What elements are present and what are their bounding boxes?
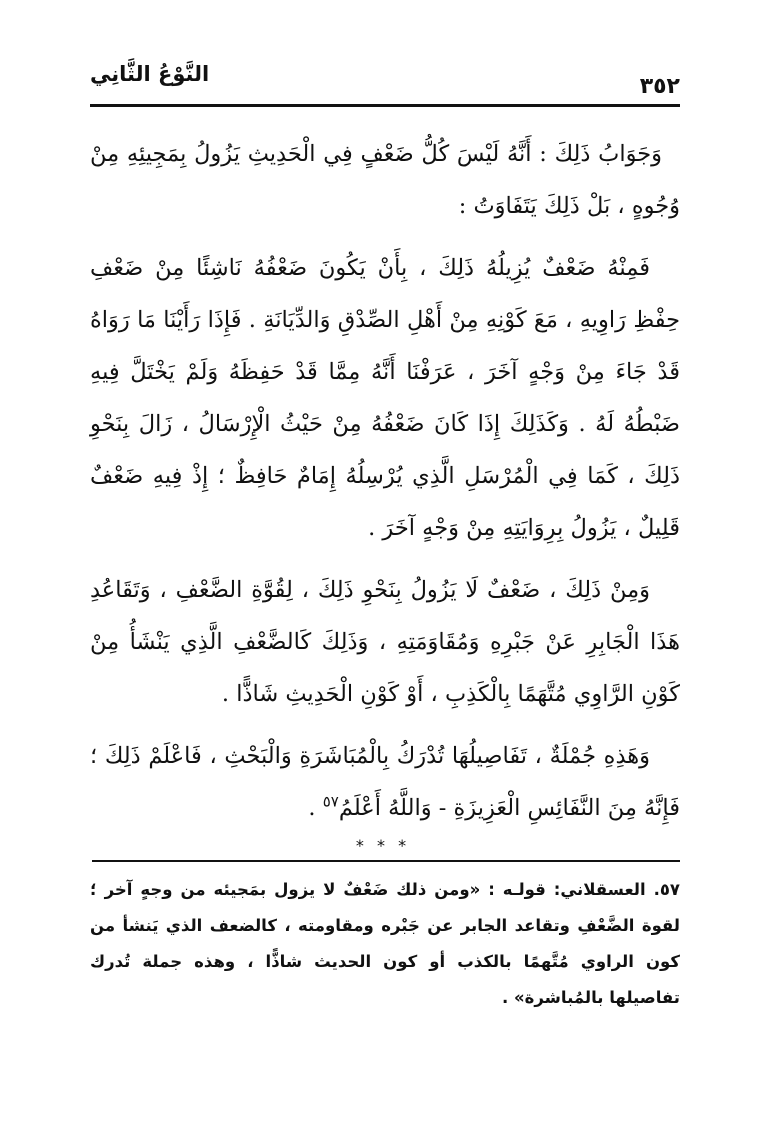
footnote-reference: ٥٧ xyxy=(322,792,339,811)
paragraph-last xyxy=(90,730,680,834)
page-number: ٣٥٢ xyxy=(639,74,680,99)
footnote-text: «ومن ذلك ضَعْفٌ لا يزول بمَجيئه من وجهٍ آخر ؛ لقوة الضَّعْفِ وتقاعد الجابر عن جَبْره ومقاومته ، كالضعف الذي يَنشأ من كون الراوي مُتَّهمًا بالكذب أو كون الحديث شاذًّا ، وهذه جملة تُدرك تفاصيلها بالمُباشرة» . xyxy=(90,880,680,1007)
footnote-divider xyxy=(92,860,680,862)
closing-period: . xyxy=(308,795,323,821)
footnotes xyxy=(90,872,680,1016)
main-text xyxy=(90,128,680,844)
running-title: النَّوْعُ الثَّانِي xyxy=(90,62,210,86)
paragraph: وَجَوَابُ ذَلِكَ : أَنَّهُ لَيْسَ كُلُّ ضَعْفٍ فِي الْحَدِيثِ يَزُولُ بِمَجِيئِهِ مِنْ وُجُوهٍ ، بَلْ ذَلِكَ يَتَفَاوَتُ : xyxy=(90,141,680,219)
footnote-item xyxy=(90,872,680,1016)
paragraph: وَمِنْ ذَلِكَ ، ضَعْفٌ لَا يَزُولُ بِنَحْوِ ذَلِكَ ، لِقُوَّةِ الضَّعْفِ ، وَتَقَاعُدِ هَذَا الْجَابِرِ عَنْ جَبْرِهِ وَمُقَاوَمَتِهِ ، وَذَلِكَ كَالضَّعْفِ الَّذِي يَنْشَأُ مِنْ كَوْنِ الرَّاوِي مُتَّهَمًا بِالْكَذِبِ ، أَوْ كَوْنِ الْحَدِيثِ شَاذًّا . xyxy=(90,577,680,707)
page-header xyxy=(90,60,680,107)
section-separator: * * * xyxy=(355,836,411,855)
paragraph-text: وَهَذِهِ جُمْلَةٌ ، تَفَاصِيلُهَا تُدْرَكُ بِالْمُبَاشَرَةِ وَالْبَحْثِ ، فَاعْلَمْ ذَلِكَ ؛ فَإِنَّهُ مِنَ النَّفَائِسِ الْعَزِيزَةِ - وَاللَّهُ أَعْلَمُ xyxy=(90,743,680,821)
paragraph: فَمِنْهُ ضَعْفٌ يُزِيلُهُ ذَلِكَ ، بِأَنْ يَكُونَ ضَعْفُهُ نَاشِئًا مِنْ ضَعْفِ حِفْظِ رَاوِيهِ ، مَعَ كَوْنِهِ مِنْ أَهْلِ الصِّدْقِ وَالدِّيَانَةِ . فَإِذَا رَأَيْنَا مَا رَوَاهُ قَدْ جَاءَ مِنْ وَجْهٍ آخَرَ ، عَرَفْنَا أَنَّهُ مِمَّا قَدْ حَفِظَهُ وَلَمْ يَخْتَلَّ فِيهِ ضَبْطُهُ لَهُ . وَكَذَلِكَ إِذَا كَانَ ضَعْفُهُ مِنْ حَيْثُ الْإِرْسَالُ ، زَالَ بِنَحْوِ ذَلِكَ ، كَمَا فِي الْمُرْسَلِ الَّذِي يُرْسِلُهُ إِمَامٌ حَافِظٌ ؛ إِذْ فِيهِ ضَعْفٌ قَلِيلٌ ، يَزُولُ بِرِوَايَتِهِ مِنْ وَجْهٍ آخَرَ . xyxy=(90,255,680,541)
footnote-label: ٥٧. العسقلاني: قولـه : xyxy=(488,880,681,899)
